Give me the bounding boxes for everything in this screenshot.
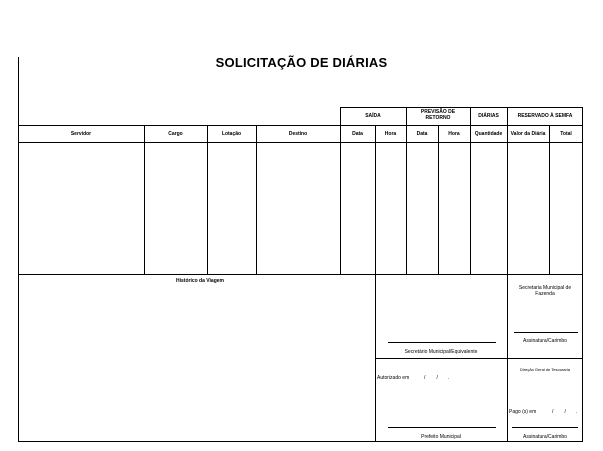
pago-date-field[interactable]: / / . (552, 409, 578, 415)
group-saida: SAÍDA (365, 113, 381, 119)
prefeito-signature-line (388, 427, 496, 428)
prefeito-label: Prefeito Municipal (421, 434, 461, 440)
assinatura-line-2 (512, 427, 578, 428)
col-divider-cargo (207, 125, 208, 275)
assinatura-line-1 (514, 332, 578, 333)
form-title: SOLICITAÇÃO DE DIÁRIAS (215, 55, 388, 70)
autorizado-em-label: Autorizado em (377, 375, 410, 381)
historico-viagem-label: Histórico da Viagem (176, 278, 224, 284)
group-header-top-line (340, 107, 583, 108)
group-reservado-semfa: RESERVADO À SEMFA (517, 113, 573, 119)
direcao-tesouraria-label: Direção Geral de Tesouraria (520, 367, 570, 372)
form-bottom-line (18, 441, 583, 442)
col-retorno-hora: Hora (448, 131, 460, 137)
col-servidor: Servidor (70, 131, 92, 137)
col-divider-quantidade (507, 107, 508, 441)
col-saida-hora: Hora (384, 131, 397, 137)
autorizado-date-field[interactable]: / / . (424, 375, 450, 381)
group-diarias: DIÁRIAS (478, 113, 499, 119)
column-header-bottom-line (18, 142, 583, 143)
secretario-equivalente-label: Secretário Municipal/Equivalente (404, 349, 478, 355)
col-lotacao: Lotação (221, 131, 242, 137)
assinatura-carimbo-2: Assinatura/Carimbo (523, 434, 567, 440)
secretario-signature-line (388, 342, 496, 343)
col-divider-saida-data (375, 125, 376, 441)
secretaria-fazenda-label: Secretaria Municipal de Fazenda (518, 285, 572, 297)
table-bottom-line (18, 274, 583, 275)
col-total: Total (560, 131, 572, 137)
group-previsao-retorno: PREVISÃO DE RETORNO (420, 109, 456, 121)
col-divider-lotacao (256, 125, 257, 275)
col-divider-valor (549, 125, 550, 275)
col-divider-retorno-data (438, 125, 439, 275)
pago-em-label: Pago (s) em (509, 409, 537, 415)
col-retorno-data: Data (416, 131, 428, 137)
middle-divider (375, 358, 583, 359)
assinatura-carimbo-1: Assinatura/Carimbo (523, 338, 567, 344)
historico-viagem-area[interactable] (19, 285, 374, 440)
col-divider-servidor (144, 125, 145, 275)
col-valor-diaria: Valor da Diária (510, 131, 546, 137)
col-quantidade: Quantidade (474, 131, 503, 137)
col-destino: Destino (288, 131, 308, 137)
col-cargo: Cargo (168, 131, 183, 137)
col-saida-data: Data (352, 131, 363, 137)
column-header-top-line (18, 125, 583, 126)
